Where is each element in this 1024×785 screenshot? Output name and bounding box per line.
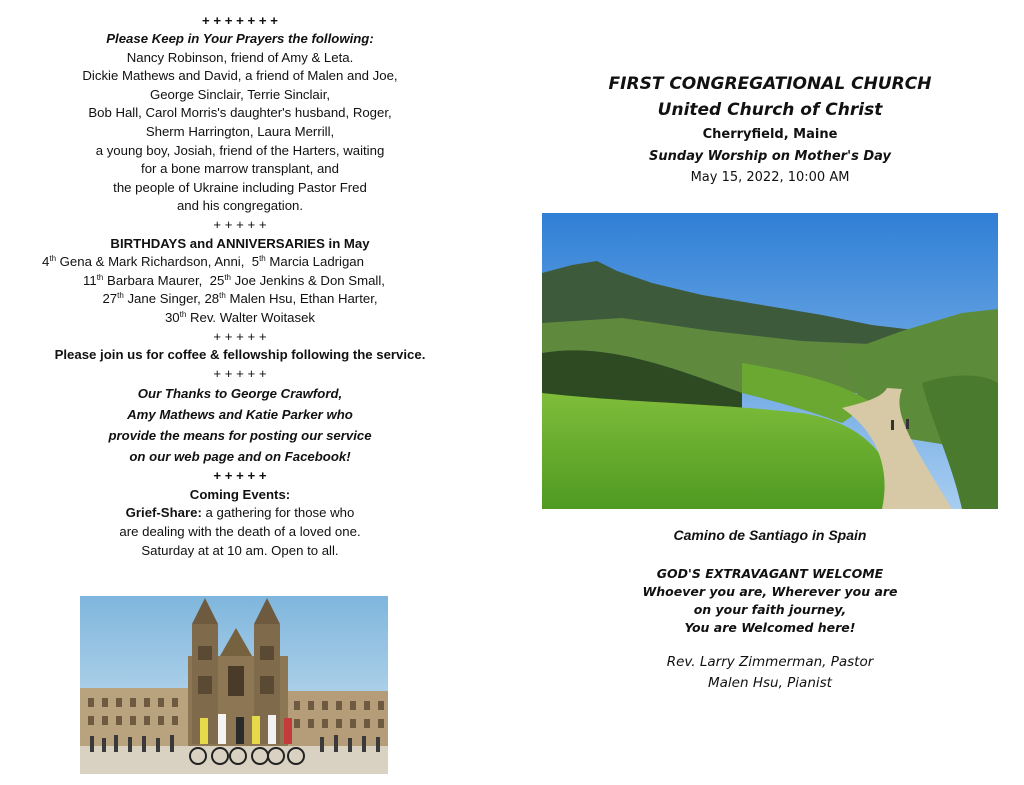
coming-events-heading: Coming Events:	[189, 486, 291, 502]
service-title: Sunday Worship on Mother's Day	[649, 149, 891, 164]
denomination: United Church of Christ	[657, 100, 883, 120]
service-datetime: May 15, 2022, 10:00 AM	[690, 170, 850, 185]
left-panel	[20, 12, 460, 560]
welcome-block	[542, 565, 998, 637]
pastor-name: Rev. Larry Zimmerman, Pastor	[666, 654, 874, 670]
prayer-line: the people of Ukraine including Pastor Fred	[113, 179, 367, 195]
thanks-line: Our Thanks to George Crawford,	[137, 386, 343, 402]
prayer-line: a young boy, Josiah, friend of the Harters, waiting	[95, 142, 385, 158]
location: Cherryfield, Maine	[702, 127, 838, 142]
prayer-line: Nancy Robinson, friend of Amy & Leta.	[126, 49, 354, 65]
thanks-line: on our web page and on Facebook!	[129, 449, 351, 465]
separator: + + + + +	[213, 365, 267, 381]
separator: + + + + + + +	[202, 13, 278, 28]
thanks-line: Amy Mathews and Katie Parker who	[127, 407, 353, 423]
camino-landscape-photo	[542, 213, 998, 509]
church-name: FIRST CONGREGATIONAL CHURCH	[608, 74, 932, 94]
staff-block	[542, 652, 998, 694]
pianist-name: Malen Hsu, Pianist	[708, 675, 832, 691]
thanks-block	[20, 383, 460, 467]
coffee-notice: Please join us for coffee & fellowship following the service.	[54, 347, 426, 363]
grief-share-line: are dealing with the death of a loved one.	[119, 524, 361, 540]
separator: + + + + +	[213, 468, 267, 484]
birthday-line: 11th Barbara Maurer, 25th Joe Jenkins & Don Small,	[83, 272, 385, 288]
prayer-line: Dickie Mathews and David, a friend of Malen and Joe,	[82, 68, 398, 84]
thanks-line: provide the means for posting our service	[108, 428, 372, 444]
welcome-line: You are Welcomed here!	[684, 620, 856, 635]
birthdays-heading: BIRTHDAYS and ANNIVERSARIES in May	[110, 235, 370, 251]
separator: + + + + +	[213, 216, 267, 232]
prayer-line: George Sinclair, Terrie Sinclair,	[149, 86, 331, 102]
welcome-line: on your faith journey,	[693, 602, 847, 617]
welcome-line: Whoever you are, Wherever you are	[642, 584, 898, 599]
birthday-line: 27th Jane Singer, 28th Malen Hsu, Ethan Harter,	[102, 291, 378, 307]
prayer-line: Bob Hall, Carol Morris's daughter's husband, Roger,	[88, 105, 392, 121]
prayer-line: for a bone marrow transplant, and	[141, 161, 339, 177]
prayer-line: Sherm Harrington, Laura Merrill,	[145, 123, 335, 139]
church-header	[542, 72, 998, 188]
grief-share-line: Saturday at at 10 am. Open to all.	[141, 542, 339, 558]
birthday-line: 30th Rev. Walter Woitasek	[164, 309, 316, 325]
birthday-line: 4th Gena & Mark Richardson, Anni, 5th Marcia Ladrigan	[42, 254, 364, 270]
welcome-heading: GOD'S EXTRAVAGANT WELCOME	[656, 566, 884, 581]
separator: + + + + +	[213, 328, 267, 344]
prayer-line: and his congregation.	[176, 198, 304, 214]
grief-share-line: Grief-Share: a gathering for those who	[125, 505, 355, 521]
photo-caption: Camino de Santiago in Spain	[673, 527, 867, 543]
prayers-heading: Please Keep in Your Prayers the following:	[106, 31, 374, 46]
cathedral-photo	[80, 596, 388, 774]
